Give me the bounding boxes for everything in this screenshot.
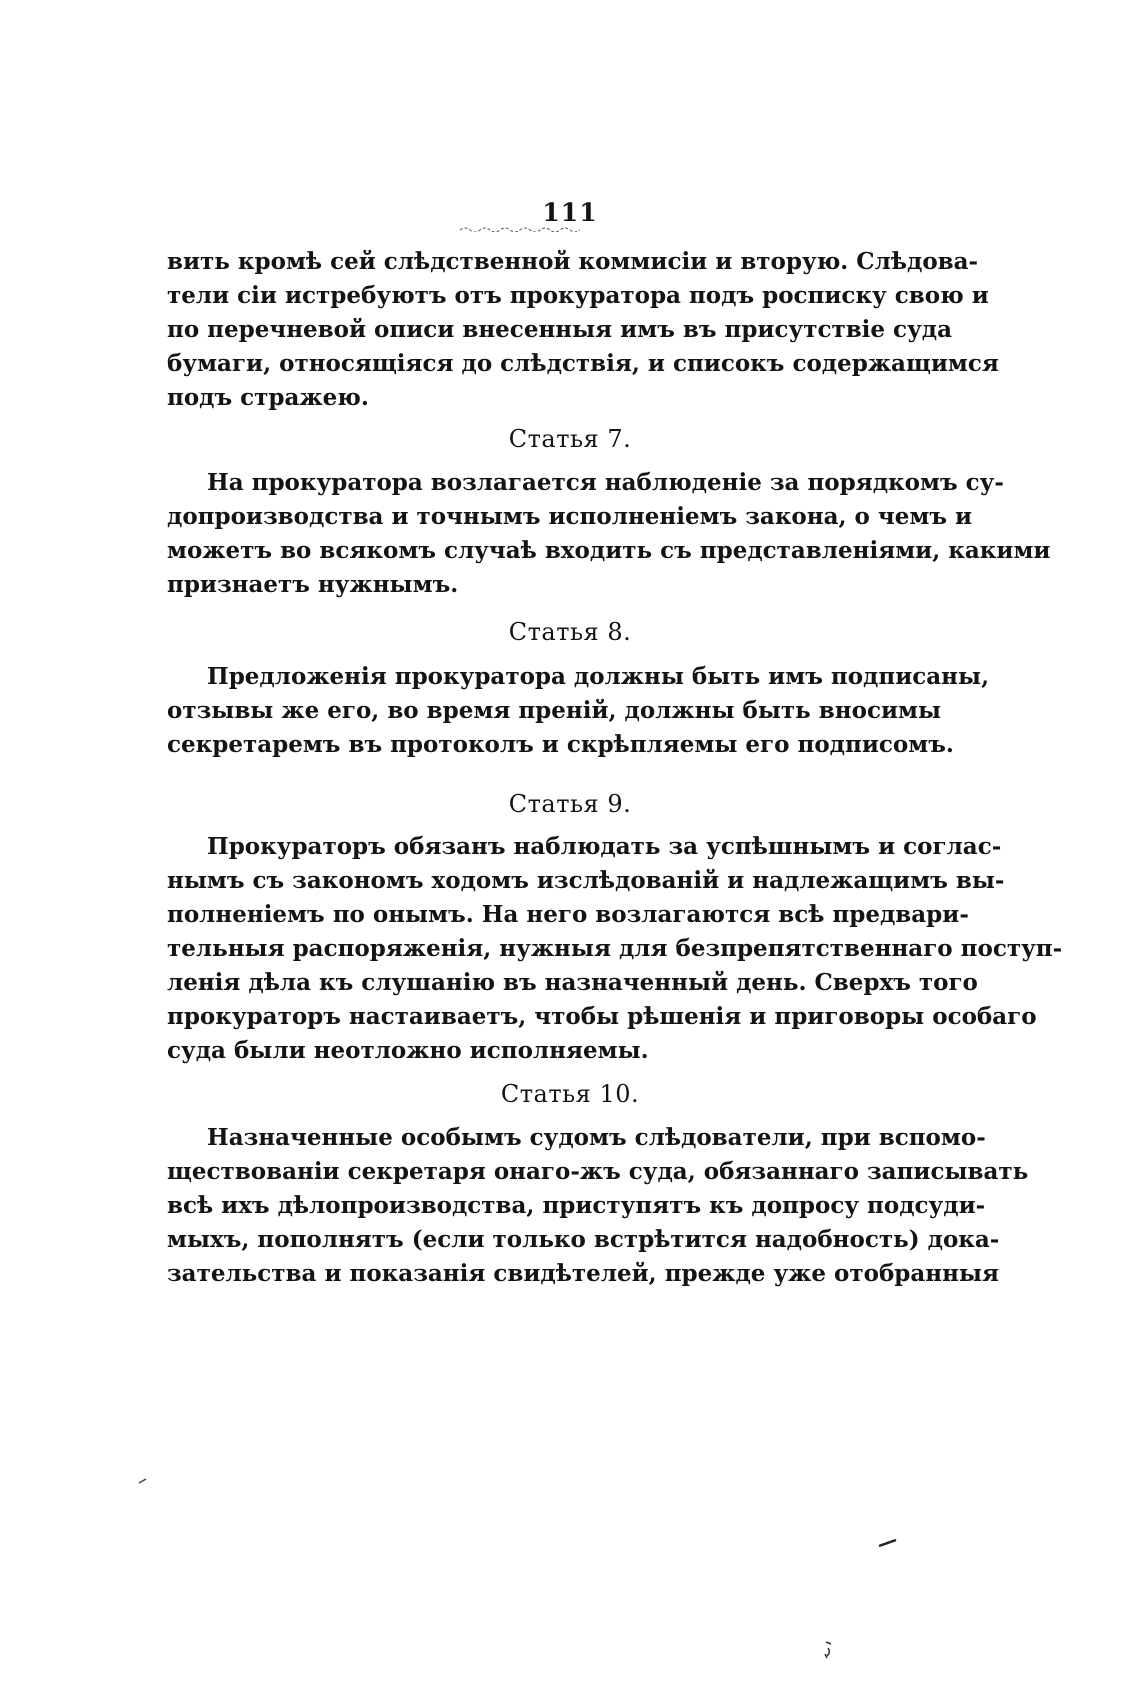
scan-mark-bottom [822,1638,836,1660]
article-heading-7: Статья 7. [508,425,632,453]
scan-mark-right [878,1538,898,1548]
article-10-text [167,1121,1029,1291]
text-line: бумаги, относящіяся до слѣдствія, и списокъ содержащимся [167,350,999,377]
text-line: полненіемъ по онымъ. На него возлагаются всѣ предвари- [167,901,969,928]
text-line: признаетъ нужнымъ. [167,571,459,598]
text-line: тельныя распоряженія, нужныя для безпрепятственнаго поступ- [167,935,1063,962]
scan-mark-left [138,1478,148,1484]
text-line: всѣ ихъ дѣлопроизводства, приступятъ къ допросу подсуди- [167,1192,986,1219]
text-line: На прокуратора возлагается наблюденіе за порядкомъ су- [207,469,1004,496]
text-line: нымъ съ закономъ ходомъ изслѣдованій и надлежащимъ вы- [167,867,1005,894]
paragraph-continuation [167,245,999,415]
text-line: ществованіи секретаря онаго-жъ суда, обязаннаго записывать [167,1158,1029,1185]
text-line: тели сіи истребуютъ отъ прокуратора подъ росписку свою и [167,282,989,309]
text-line: вить кромѣ сей слѣдственной коммисіи и вторую. Слѣдова- [167,248,979,275]
page-number-underline [460,226,580,232]
article-9-text [167,830,1063,1068]
article-heading-10: Статья 10. [500,1080,640,1108]
article-7-text [167,466,1051,602]
text-line: Назначенные особымъ судомъ слѣдователи, при вспомо- [207,1124,986,1151]
page-number: 111 [542,198,598,227]
article-heading-9: Статья 9. [508,790,632,818]
text-line: суда были неотложно исполняемы. [167,1037,649,1064]
text-line: Предложенія прокуратора должны быть имъ подписаны, [207,663,990,690]
text-line: ленія дѣла къ слушанію въ назначенный день. Сверхъ того [167,969,978,996]
text-line: Прокураторъ обязанъ наблюдать за успѣшнымъ и соглас- [207,833,1002,860]
text-line: отзывы же его, во время преній, должны быть вносимы [167,697,942,724]
text-line: можетъ во всякомъ случаѣ входить съ представленіями, какими [167,537,1051,564]
article-heading-8: Статья 8. [508,618,632,646]
text-line: секретаремъ въ протоколъ и скрѣпляемы его подписомъ. [167,731,954,758]
text-line: допроизводства и точнымъ исполненіемъ закона, о чемъ и [167,503,973,530]
text-line: по перечневой описи внесенныя имъ въ присутствіе суда [167,316,953,343]
text-line: зательства и показанія свидѣтелей, прежде уже отобранныя [167,1260,1000,1287]
text-line: прокураторъ настаиваетъ, чтобы рѣшенія и приговоры особаго [167,1003,1037,1030]
article-8-text [167,660,990,762]
text-line: подъ стражею. [167,384,369,411]
text-line: мыхъ, пополнятъ (если только встрѣтится надобность) дока- [167,1226,1000,1253]
